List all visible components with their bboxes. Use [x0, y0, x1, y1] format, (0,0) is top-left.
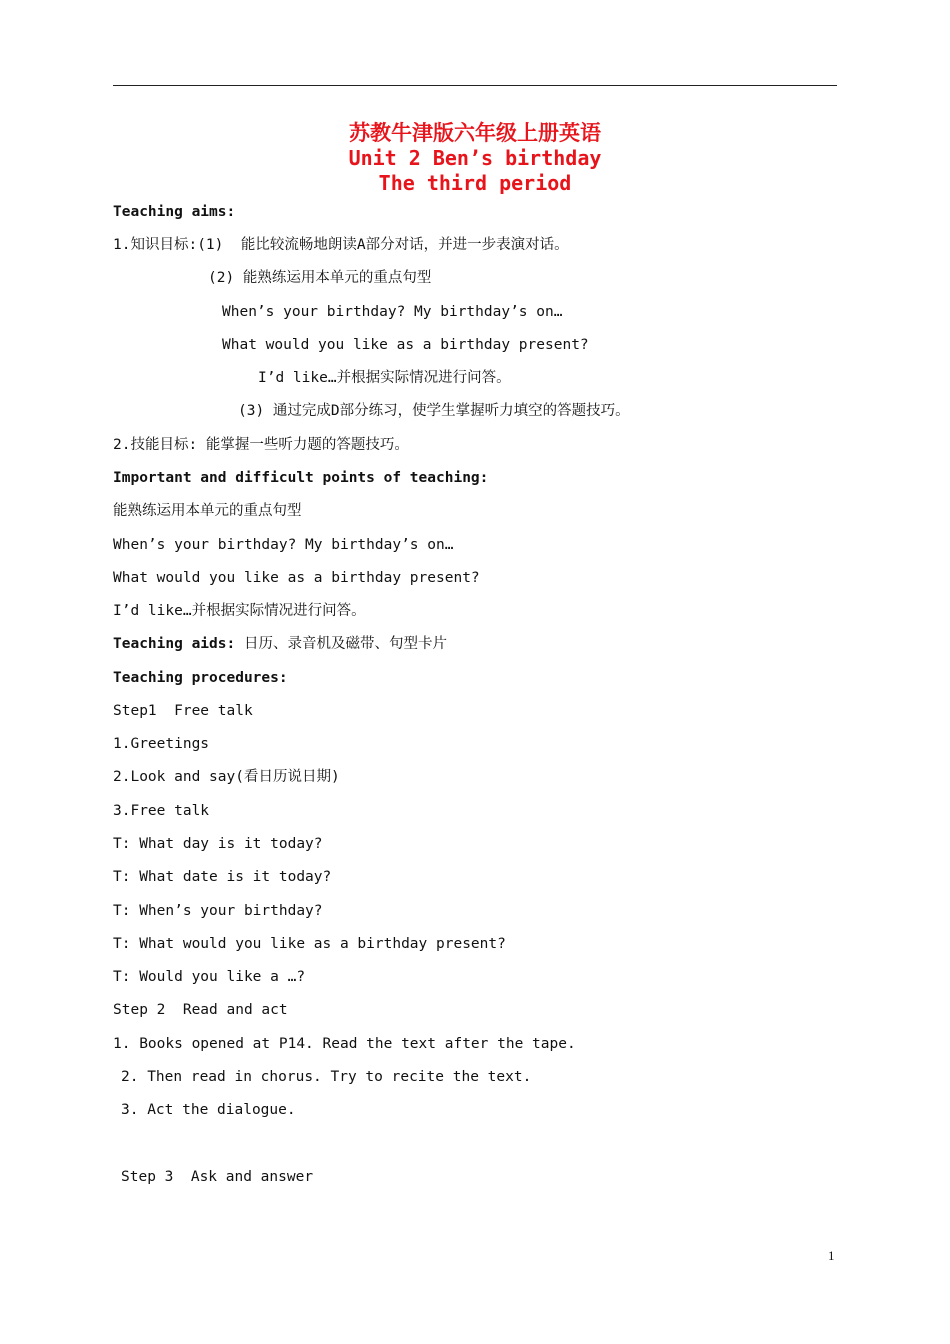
- teaching-aims-heading: Teaching aims:: [113, 204, 236, 220]
- key-points-line-3: What would you like as a birthday present?: [113, 570, 480, 586]
- teaching-aids-line: [113, 634, 447, 654]
- document-title-unit: Unit 2 Ben’s birthday: [348, 146, 602, 170]
- teaching-aids-label: Teaching aids:: [113, 636, 236, 652]
- key-points-line-1: 能熟练运用本单元的重点句型: [113, 503, 302, 519]
- aim-knowledge-line-3: When’s your birthday? My birthday’s on…: [222, 304, 563, 320]
- step-2-heading: Step 2 Read and act: [113, 1002, 288, 1018]
- step-3-heading: Step 3 Ask and answer: [121, 1169, 314, 1185]
- aim-knowledge-line-2: (2) 能熟练运用本单元的重点句型: [208, 270, 432, 286]
- dialogue-line-1: T: What day is it today?: [113, 836, 323, 852]
- step-2-item-1: 1. Books opened at P14. Read the text after the tape.: [113, 1036, 576, 1052]
- aim-knowledge-line-4: What would you like as a birthday present?: [222, 337, 589, 353]
- dialogue-line-3: T: When’s your birthday?: [113, 903, 323, 919]
- aim-knowledge-line-6: (3) 通过完成D部分练习，使学生掌握听力填空的答题技巧。: [238, 403, 630, 419]
- teaching-procedures-heading: Teaching procedures:: [113, 670, 288, 686]
- aim-knowledge-line-5: I’d like…并根据实际情况进行问答。: [258, 370, 511, 386]
- key-points-heading: Important and difficult points of teaching:: [113, 470, 489, 486]
- key-points-line-2: When’s your birthday? My birthday’s on…: [113, 537, 454, 553]
- step-1-item-2: 2.Look and say(看日历说日期): [113, 769, 340, 785]
- document-title-period: The third period: [378, 171, 572, 195]
- header-rule: [113, 85, 837, 86]
- step-1-item-3: 3.Free talk: [113, 803, 210, 819]
- dialogue-line-4: T: What would you like as a birthday present?: [113, 936, 506, 952]
- teaching-aids-text: 日历、录音机及磁带、句型卡片: [235, 636, 447, 652]
- document-title-chinese: 苏教牛津版六年级上册英语: [349, 121, 601, 145]
- step-2-item-3: 3. Act the dialogue.: [121, 1102, 296, 1118]
- step-1-item-1: 1.Greetings: [113, 736, 210, 752]
- key-points-line-4: I’d like…并根据实际情况进行问答。: [113, 603, 366, 619]
- aim-knowledge-line-1: 1.知识目标:(1) 能比较流畅地朗读A部分对话，并进一步表演对话。: [113, 237, 569, 253]
- dialogue-line-5: T: Would you like a …?: [113, 969, 306, 985]
- step-1-heading: Step1 Free talk: [113, 703, 253, 719]
- document-title-block: [0, 121, 950, 196]
- aim-skill: 2.技能目标: 能掌握一些听力题的答题技巧。: [113, 437, 409, 453]
- dialogue-line-2: T: What date is it today?: [113, 869, 332, 885]
- step-2-item-2: 2. Then read in chorus. Try to recite the text.: [121, 1069, 532, 1085]
- page-number: 1: [828, 1248, 835, 1263]
